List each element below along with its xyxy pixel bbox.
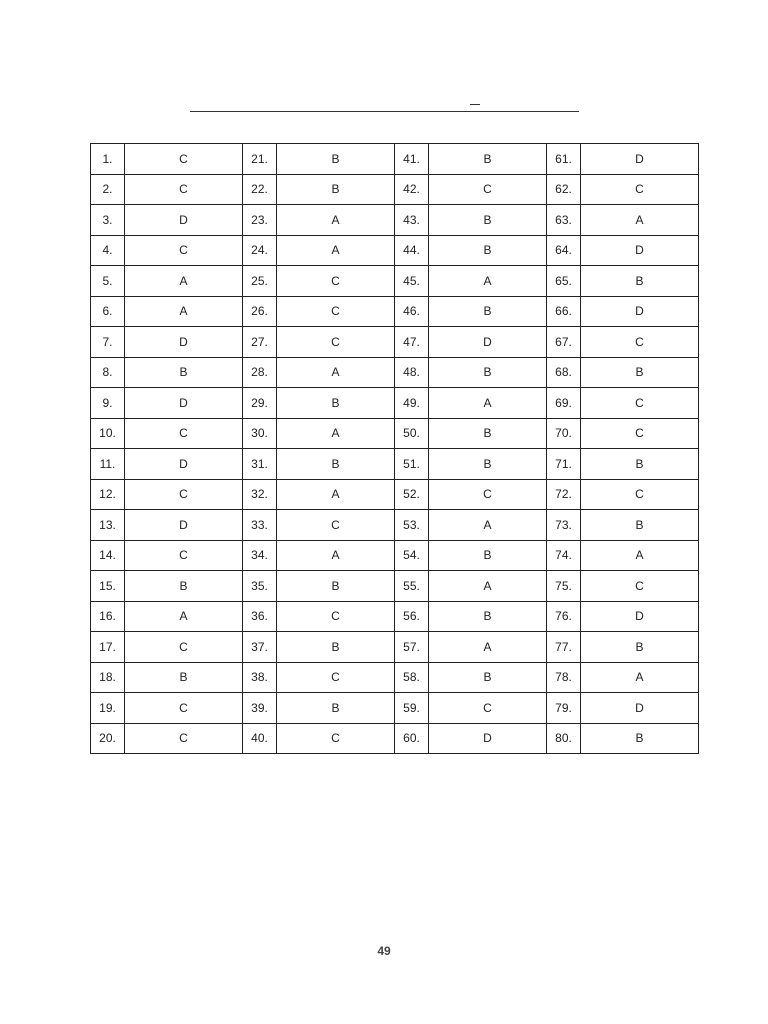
- question-number: 6.: [91, 296, 125, 327]
- answer-letter: B: [429, 449, 547, 480]
- question-number: 39.: [243, 693, 277, 724]
- question-number: 3.: [91, 205, 125, 236]
- question-number: 54.: [395, 540, 429, 571]
- answer-letter: A: [277, 418, 395, 449]
- question-number: 23.: [243, 205, 277, 236]
- question-number: 2.: [91, 174, 125, 205]
- question-number: 13.: [91, 510, 125, 541]
- answer-letter: B: [277, 174, 395, 205]
- table-row: [91, 266, 699, 297]
- question-number: 32.: [243, 479, 277, 510]
- question-number: 51.: [395, 449, 429, 480]
- answer-letter: A: [429, 266, 547, 297]
- answer-letter: A: [125, 601, 243, 632]
- table-row: [91, 449, 699, 480]
- answer-letter: C: [277, 723, 395, 754]
- answer-letter: B: [277, 388, 395, 419]
- question-number: 27.: [243, 327, 277, 358]
- question-number: 77.: [547, 632, 581, 663]
- question-number: 11.: [91, 449, 125, 480]
- question-number: 17.: [91, 632, 125, 663]
- answer-letter: B: [125, 357, 243, 388]
- table-row: [91, 327, 699, 358]
- answer-letter: C: [125, 723, 243, 754]
- question-number: 53.: [395, 510, 429, 541]
- answer-letter: B: [581, 357, 699, 388]
- answer-letter: C: [277, 327, 395, 358]
- answer-letter: A: [277, 205, 395, 236]
- question-number: 49.: [395, 388, 429, 419]
- question-number: 63.: [547, 205, 581, 236]
- answer-letter: B: [429, 235, 547, 266]
- question-number: 12.: [91, 479, 125, 510]
- answer-letter: D: [581, 235, 699, 266]
- page-number: 49: [377, 944, 391, 958]
- question-number: 1.: [91, 144, 125, 175]
- answer-letter: C: [125, 144, 243, 175]
- answer-letter: A: [277, 540, 395, 571]
- question-number: 68.: [547, 357, 581, 388]
- question-number: 29.: [243, 388, 277, 419]
- answer-letter: C: [277, 601, 395, 632]
- table-row: [91, 601, 699, 632]
- answer-letter: B: [429, 296, 547, 327]
- question-number: 45.: [395, 266, 429, 297]
- answer-letter: C: [581, 571, 699, 602]
- table-row: [91, 235, 699, 266]
- question-number: 46.: [395, 296, 429, 327]
- answer-letter: C: [581, 479, 699, 510]
- answer-letter: B: [581, 632, 699, 663]
- question-number: 30.: [243, 418, 277, 449]
- question-number: 70.: [547, 418, 581, 449]
- question-number: 4.: [91, 235, 125, 266]
- question-number: 19.: [91, 693, 125, 724]
- table-row: [91, 205, 699, 236]
- table-row: [91, 144, 699, 175]
- question-number: 48.: [395, 357, 429, 388]
- answer-letter: C: [429, 479, 547, 510]
- answer-letter: C: [125, 235, 243, 266]
- question-number: 75.: [547, 571, 581, 602]
- question-number: 15.: [91, 571, 125, 602]
- table-row: [91, 723, 699, 754]
- table-row: [91, 540, 699, 571]
- table-row: [91, 510, 699, 541]
- answer-letter: B: [277, 571, 395, 602]
- question-number: 69.: [547, 388, 581, 419]
- question-number: 61.: [547, 144, 581, 175]
- question-number: 5.: [91, 266, 125, 297]
- question-number: 52.: [395, 479, 429, 510]
- answer-letter: C: [125, 174, 243, 205]
- question-number: 59.: [395, 693, 429, 724]
- answer-letter: C: [125, 418, 243, 449]
- answer-letter: C: [125, 693, 243, 724]
- table-row: [91, 693, 699, 724]
- question-number: 44.: [395, 235, 429, 266]
- question-number: 67.: [547, 327, 581, 358]
- question-number: 64.: [547, 235, 581, 266]
- answer-letter: B: [429, 601, 547, 632]
- answer-letter: D: [581, 693, 699, 724]
- answer-letter: D: [429, 327, 547, 358]
- answer-letter: A: [125, 296, 243, 327]
- question-number: 58.: [395, 662, 429, 693]
- answer-letter: B: [429, 144, 547, 175]
- answer-letter: A: [277, 479, 395, 510]
- question-number: 22.: [243, 174, 277, 205]
- answer-letter: B: [277, 144, 395, 175]
- question-number: 25.: [243, 266, 277, 297]
- answer-letter: B: [429, 662, 547, 693]
- question-number: 16.: [91, 601, 125, 632]
- answer-letter: A: [277, 357, 395, 388]
- answer-key-table: [90, 143, 699, 754]
- answer-letter: C: [125, 632, 243, 663]
- table-row: [91, 632, 699, 663]
- answer-letter: D: [581, 296, 699, 327]
- answer-letter: D: [581, 144, 699, 175]
- answer-letter: B: [125, 662, 243, 693]
- question-number: 31.: [243, 449, 277, 480]
- question-number: 21.: [243, 144, 277, 175]
- answer-letter: A: [125, 266, 243, 297]
- question-number: 66.: [547, 296, 581, 327]
- question-number: 7.: [91, 327, 125, 358]
- question-number: 79.: [547, 693, 581, 724]
- answer-letter: B: [581, 266, 699, 297]
- answer-letter: C: [581, 418, 699, 449]
- question-number: 42.: [395, 174, 429, 205]
- answer-key-body: [91, 144, 699, 754]
- answer-letter: C: [581, 327, 699, 358]
- table-row: [91, 296, 699, 327]
- answer-letter: D: [125, 388, 243, 419]
- question-number: 10.: [91, 418, 125, 449]
- table-row: [91, 357, 699, 388]
- answer-letter: A: [429, 510, 547, 541]
- answer-letter: B: [429, 418, 547, 449]
- answer-letter: B: [581, 723, 699, 754]
- answer-letter: B: [277, 693, 395, 724]
- table-row: [91, 388, 699, 419]
- answer-letter: A: [429, 632, 547, 663]
- question-number: 43.: [395, 205, 429, 236]
- question-number: 60.: [395, 723, 429, 754]
- question-number: 71.: [547, 449, 581, 480]
- answer-letter: C: [429, 693, 547, 724]
- answer-letter: D: [429, 723, 547, 754]
- question-number: 20.: [91, 723, 125, 754]
- answer-letter: B: [125, 571, 243, 602]
- answer-letter: D: [125, 510, 243, 541]
- answer-letter: B: [277, 449, 395, 480]
- answer-letter: C: [429, 174, 547, 205]
- answer-letter: D: [125, 449, 243, 480]
- question-number: 65.: [547, 266, 581, 297]
- header-dash: [470, 104, 480, 105]
- question-number: 26.: [243, 296, 277, 327]
- table-row: [91, 479, 699, 510]
- question-number: 41.: [395, 144, 429, 175]
- answer-letter: C: [581, 174, 699, 205]
- question-number: 28.: [243, 357, 277, 388]
- question-number: 38.: [243, 662, 277, 693]
- question-number: 37.: [243, 632, 277, 663]
- table-row: [91, 174, 699, 205]
- table-row: [91, 571, 699, 602]
- answer-letter: C: [581, 388, 699, 419]
- question-number: 62.: [547, 174, 581, 205]
- answer-letter: B: [277, 632, 395, 663]
- question-number: 36.: [243, 601, 277, 632]
- question-number: 76.: [547, 601, 581, 632]
- answer-letter: B: [581, 510, 699, 541]
- answer-letter: B: [581, 449, 699, 480]
- question-number: 18.: [91, 662, 125, 693]
- answer-letter: B: [429, 205, 547, 236]
- question-number: 72.: [547, 479, 581, 510]
- question-number: 8.: [91, 357, 125, 388]
- answer-letter: D: [125, 205, 243, 236]
- header-rule: [190, 111, 579, 112]
- question-number: 56.: [395, 601, 429, 632]
- answer-letter: A: [581, 205, 699, 236]
- question-number: 9.: [91, 388, 125, 419]
- answer-letter: C: [125, 479, 243, 510]
- question-number: 35.: [243, 571, 277, 602]
- answer-letter: C: [277, 662, 395, 693]
- question-number: 78.: [547, 662, 581, 693]
- question-number: 47.: [395, 327, 429, 358]
- question-number: 14.: [91, 540, 125, 571]
- question-number: 57.: [395, 632, 429, 663]
- answer-letter: A: [581, 540, 699, 571]
- answer-letter: A: [429, 388, 547, 419]
- question-number: 24.: [243, 235, 277, 266]
- question-number: 55.: [395, 571, 429, 602]
- table-row: [91, 418, 699, 449]
- answer-letter: A: [581, 662, 699, 693]
- answer-letter: B: [429, 540, 547, 571]
- answer-letter: C: [277, 510, 395, 541]
- answer-letter: A: [429, 571, 547, 602]
- table-row: [91, 662, 699, 693]
- question-number: 50.: [395, 418, 429, 449]
- question-number: 34.: [243, 540, 277, 571]
- answer-letter: C: [277, 296, 395, 327]
- answer-letter: C: [277, 266, 395, 297]
- answer-letter: A: [277, 235, 395, 266]
- question-number: 80.: [547, 723, 581, 754]
- answer-letter: B: [429, 357, 547, 388]
- answer-letter: D: [581, 601, 699, 632]
- question-number: 74.: [547, 540, 581, 571]
- answer-letter: D: [125, 327, 243, 358]
- question-number: 40.: [243, 723, 277, 754]
- answer-letter: C: [125, 540, 243, 571]
- question-number: 73.: [547, 510, 581, 541]
- question-number: 33.: [243, 510, 277, 541]
